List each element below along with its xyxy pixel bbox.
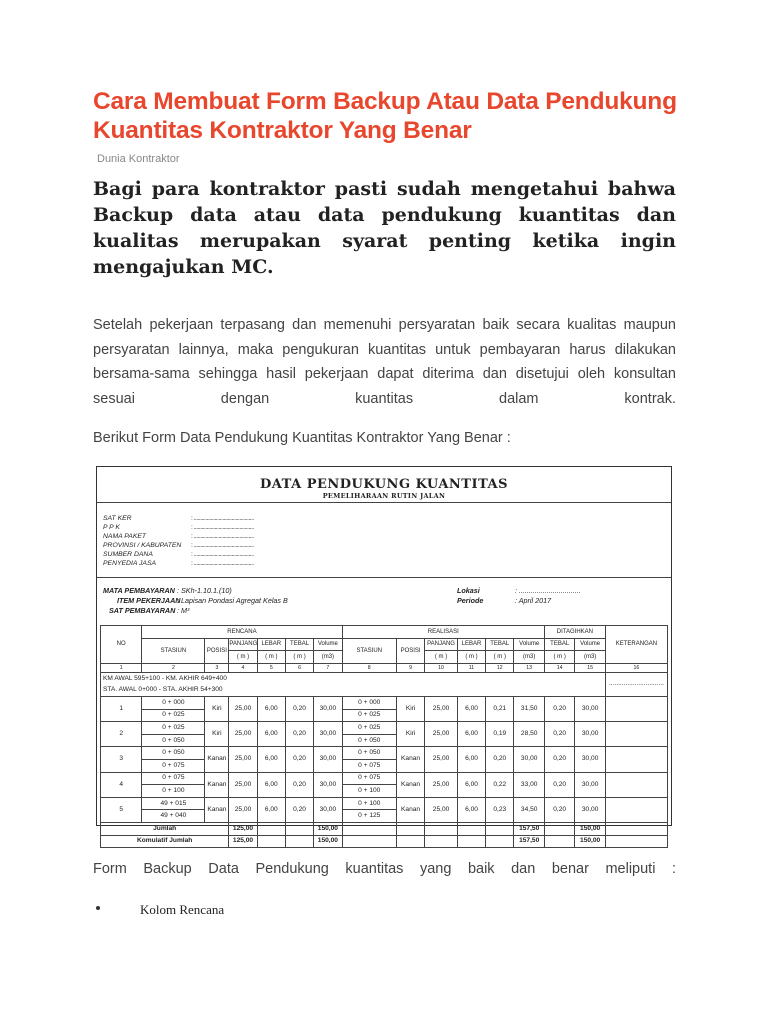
panjang: 25,00 [229,747,257,772]
jumlah-label: Jumlah [101,822,229,835]
column-number: 8 [342,663,396,672]
column-number: 7 [314,663,342,672]
unit: ( m ) [285,651,313,664]
kumulatif-volume: 150,00 [314,835,342,848]
posisi: Kanan [205,797,229,822]
tebal: 0,20 [285,797,313,822]
km-row [101,672,668,684]
panjang: 25,00 [229,696,257,721]
field-label: PROVINSI / KABUPATEN [103,542,182,549]
real-stasiun-end: 0 + 025 [342,709,396,722]
real-lebar: 6,00 [457,797,485,822]
mata-pembayaran-value: : SKh-1.10.1.(10) [177,586,232,595]
table-row [101,797,668,810]
volume: 30,00 [314,696,342,721]
field-value: : .............................................. [191,560,254,567]
divider [97,577,671,578]
table-header-row [101,638,668,651]
km-range: KM AWAL 595+100 - KM. AKHIR 649+400 [101,672,606,684]
panjang: 25,00 [229,772,257,797]
col-rencana: RENCANA [142,626,342,639]
column-number: 13 [514,663,545,672]
lebar: 6,00 [257,772,285,797]
column-number: 5 [257,663,285,672]
kumulatif-row [101,835,668,848]
col-tebal: TEBAL [285,638,313,651]
list-item: Kolom Rencana [140,902,225,917]
column-number: 4 [229,663,257,672]
real-lebar: 6,00 [457,696,485,721]
real-tebal: 0,21 [486,696,514,721]
stasiun-start: 0 + 075 [142,772,205,785]
real-volume: 34,50 [514,797,545,822]
real-stasiun-end: 0 + 100 [342,785,396,798]
kumulatif-real-volume: 157,50 [514,835,545,848]
column-number: 16 [605,663,667,672]
unit: (m3) [575,651,605,664]
lebar: 6,00 [257,747,285,772]
real-stasiun-start: 0 + 050 [342,747,396,760]
item-label: ITEM PEKERJAAN [117,596,181,605]
tagih-tebal: 0,20 [544,722,574,747]
field-label: PENYEDIA JASA [103,560,157,567]
keterangan [605,747,667,772]
unit: ( m ) [229,651,257,664]
tagih-volume: 30,00 [575,747,605,772]
real-lebar: 6,00 [457,772,485,797]
stasiun-end: 0 + 075 [142,759,205,772]
col-volume: Volume [314,638,342,651]
keterangan [605,696,667,721]
col-volume: Volume [514,638,545,651]
article-title: Cara Membuat Form Backup Atau Data Pendukung Kuantitas Kontraktor Yang Benar [93,88,677,144]
col-realisasi: REALISASI [342,626,544,639]
real-panjang: 25,00 [425,747,458,772]
sta-row [101,684,668,696]
tagih-tebal: 0,20 [544,797,574,822]
lead-paragraph: Bagi para kontraktor pasti sudah mengetahui bahwa Backup data atau data pendukung kuantitas dan kualitas merupakan syarat penting ketika ingin mengajukan MC. [93,178,676,278]
real-stasiun-start: 0 + 100 [342,797,396,810]
lebar: 6,00 [257,797,285,822]
real-stasiun-end: 0 + 050 [342,734,396,747]
kumulatif-tagih-volume: 150,00 [575,835,605,848]
column-number: 2 [142,663,205,672]
col-panjang: PANJANG [425,638,458,651]
keterangan-cell: .............................. [605,672,667,696]
col-ditagihkan: DITAGIHKAN [544,626,605,639]
real-panjang: 25,00 [425,696,458,721]
col-stasiun: STASIUN [142,638,205,663]
jumlah-real-volume: 157,50 [514,822,545,835]
stasiun-end: 0 + 100 [142,785,205,798]
mata-pembayaran-label: MATA PEMBAYARAN [103,586,175,595]
column-number: 11 [457,663,485,672]
tagih-volume: 30,00 [575,722,605,747]
tebal: 0,20 [285,747,313,772]
volume: 30,00 [314,772,342,797]
jumlah-panjang: 125,00 [229,822,257,835]
posisi: Kiri [205,696,229,721]
tagih-volume: 30,00 [575,696,605,721]
tagih-tebal: 0,20 [544,696,574,721]
unit: ( m ) [457,651,485,664]
col-no: NO [101,626,142,664]
real-volume: 28,50 [514,722,545,747]
posisi: Kiri [205,722,229,747]
table-row [101,747,668,760]
real-volume: 33,00 [514,772,545,797]
body-paragraph: Setelah pekerjaan terpasang dan memenuhi persyaratan baik secara kualitas maupun persyaratan lainnya, maka pengukuran kuantitas untuk pembayaran harus dilakukan bersama-sama sehingga hasil pekerjaan dapat diterima dan disetujui oleh konsultan sesuai dengan kuantitas dalam kontrak. [93,317,676,407]
column-number: 9 [396,663,424,672]
col-lebar: LEBAR [257,638,285,651]
real-tebal: 0,22 [486,772,514,797]
author-link[interactable]: Dunia Kontraktor [97,153,180,165]
item-value: : Lapisan Pondasi Agregat Kelas B [177,596,288,605]
col-posisi: POSISI [205,638,229,663]
field-value: : .............................................. [191,533,254,540]
lebar: 6,00 [257,696,285,721]
lokasi-label: Lokasi [457,586,480,595]
stasiun-start: 49 + 015 [142,797,205,810]
tagih-tebal: 0,20 [544,772,574,797]
field-value: : .............................................. [191,542,254,549]
volume: 30,00 [314,722,342,747]
real-stasiun-end: 0 + 125 [342,810,396,823]
real-posisi: Kanan [396,797,424,822]
stasiun-end: 49 + 040 [142,810,205,823]
lokasi-value: : ............................... [515,586,581,595]
field-value: : .............................................. [191,551,254,558]
panjang: 25,00 [229,722,257,747]
real-posisi: Kanan [396,747,424,772]
unit: ( m ) [257,651,285,664]
col-tebal: TEBAL [486,638,514,651]
field-label: P P K [103,524,120,531]
real-stasiun-end: 0 + 075 [342,759,396,772]
field-label: NAMA PAKET [103,533,147,540]
real-posisi: Kiri [396,722,424,747]
row-number: 2 [101,722,142,747]
real-volume: 31,50 [514,696,545,721]
tagih-tebal: 0,20 [544,747,574,772]
column-number: 1 [101,663,142,672]
col-keterangan: KETERANGAN [605,626,667,664]
tebal: 0,20 [285,696,313,721]
real-tebal: 0,23 [486,797,514,822]
unit: ( m ) [425,651,458,664]
field-value: : .............................................. [191,524,254,531]
col-panjang: PANJANG [229,638,257,651]
col-stasiun: STASIUN [342,638,396,663]
column-number: 10 [425,663,458,672]
sta-range: STA. AWAL 0+000 - STA. AKHIR 54+300 [101,684,606,696]
kumulatif-label: Komulatif Jumlah [101,835,229,848]
column-number: 6 [285,663,313,672]
jumlah-row [101,822,668,835]
form-figure [96,466,672,845]
tebal: 0,20 [285,772,313,797]
stasiun-start: 0 + 000 [142,696,205,709]
row-number: 5 [101,797,142,822]
table-row [101,696,668,709]
real-tebal: 0,20 [486,747,514,772]
real-panjang: 25,00 [425,722,458,747]
unit: (m3) [514,651,545,664]
real-lebar: 6,00 [457,747,485,772]
divider [97,502,671,503]
tagih-volume: 30,00 [575,797,605,822]
unit: (m3) [314,651,342,664]
keterangan [605,722,667,747]
column-number: 12 [486,663,514,672]
real-panjang: 25,00 [425,797,458,822]
column-number-row [101,663,668,672]
unit: ( m ) [544,651,574,664]
sat-label: SAT PEMBAYARAN [109,606,176,615]
stasiun-end: 0 + 050 [142,734,205,747]
tagih-volume: 30,00 [575,772,605,797]
field-value: : .............................................. [191,515,254,522]
col-tebal: TEBAL [544,638,574,651]
panjang: 25,00 [229,797,257,822]
real-posisi: Kanan [396,772,424,797]
intro-paragraph: Berikut Form Data Pendukung Kuantitas Kontraktor Yang Benar : [93,430,511,446]
jumlah-tagih-volume: 150,00 [575,822,605,835]
table-row [101,722,668,735]
col-volume: Volume [575,638,605,651]
real-posisi: Kiri [396,696,424,721]
field-label: SAT KER [103,515,132,522]
table-row [101,772,668,785]
stasiun-end: 0 + 025 [142,709,205,722]
stasiun-start: 0 + 050 [142,747,205,760]
table-header-row [101,626,668,639]
posisi: Kanan [205,772,229,797]
real-stasiun-start: 0 + 000 [342,696,396,709]
periode-label: Periode [457,596,484,605]
kumulatif-panjang: 125,00 [229,835,257,848]
volume: 30,00 [314,797,342,822]
row-number: 4 [101,772,142,797]
keterangan [605,797,667,822]
bullet-icon [95,904,103,912]
column-number: 15 [575,663,605,672]
row-number: 3 [101,747,142,772]
periode-value: : April 2017 [515,596,552,605]
form-subtitle: PEMELIHARAAN RUTIN JALAN [322,492,446,500]
row-number: 1 [101,696,142,721]
field-label: SUMBER DANA [103,551,153,558]
lebar: 6,00 [257,722,285,747]
col-posisi: POSISI [396,638,424,663]
real-lebar: 6,00 [457,722,485,747]
posisi: Kanan [205,747,229,772]
real-tebal: 0,19 [486,722,514,747]
form-title: DATA PENDUKUNG KUANTITAS [259,477,509,492]
real-stasiun-start: 0 + 025 [342,722,396,735]
sat-value: : M³ [177,606,190,615]
column-number: 14 [544,663,574,672]
volume: 30,00 [314,747,342,772]
stasiun-start: 0 + 025 [142,722,205,735]
column-number: 3 [205,663,229,672]
col-lebar: LEBAR [457,638,485,651]
real-stasiun-start: 0 + 075 [342,772,396,785]
tebal: 0,20 [285,722,313,747]
quantity-table [100,625,668,848]
real-panjang: 25,00 [425,772,458,797]
list-intro: Form Backup Data Pendukung kuantitas yang baik dan benar meliputi : [93,861,676,877]
jumlah-volume: 150,00 [314,822,342,835]
keterangan [605,772,667,797]
unit: ( m ) [486,651,514,664]
real-volume: 30,00 [514,747,545,772]
